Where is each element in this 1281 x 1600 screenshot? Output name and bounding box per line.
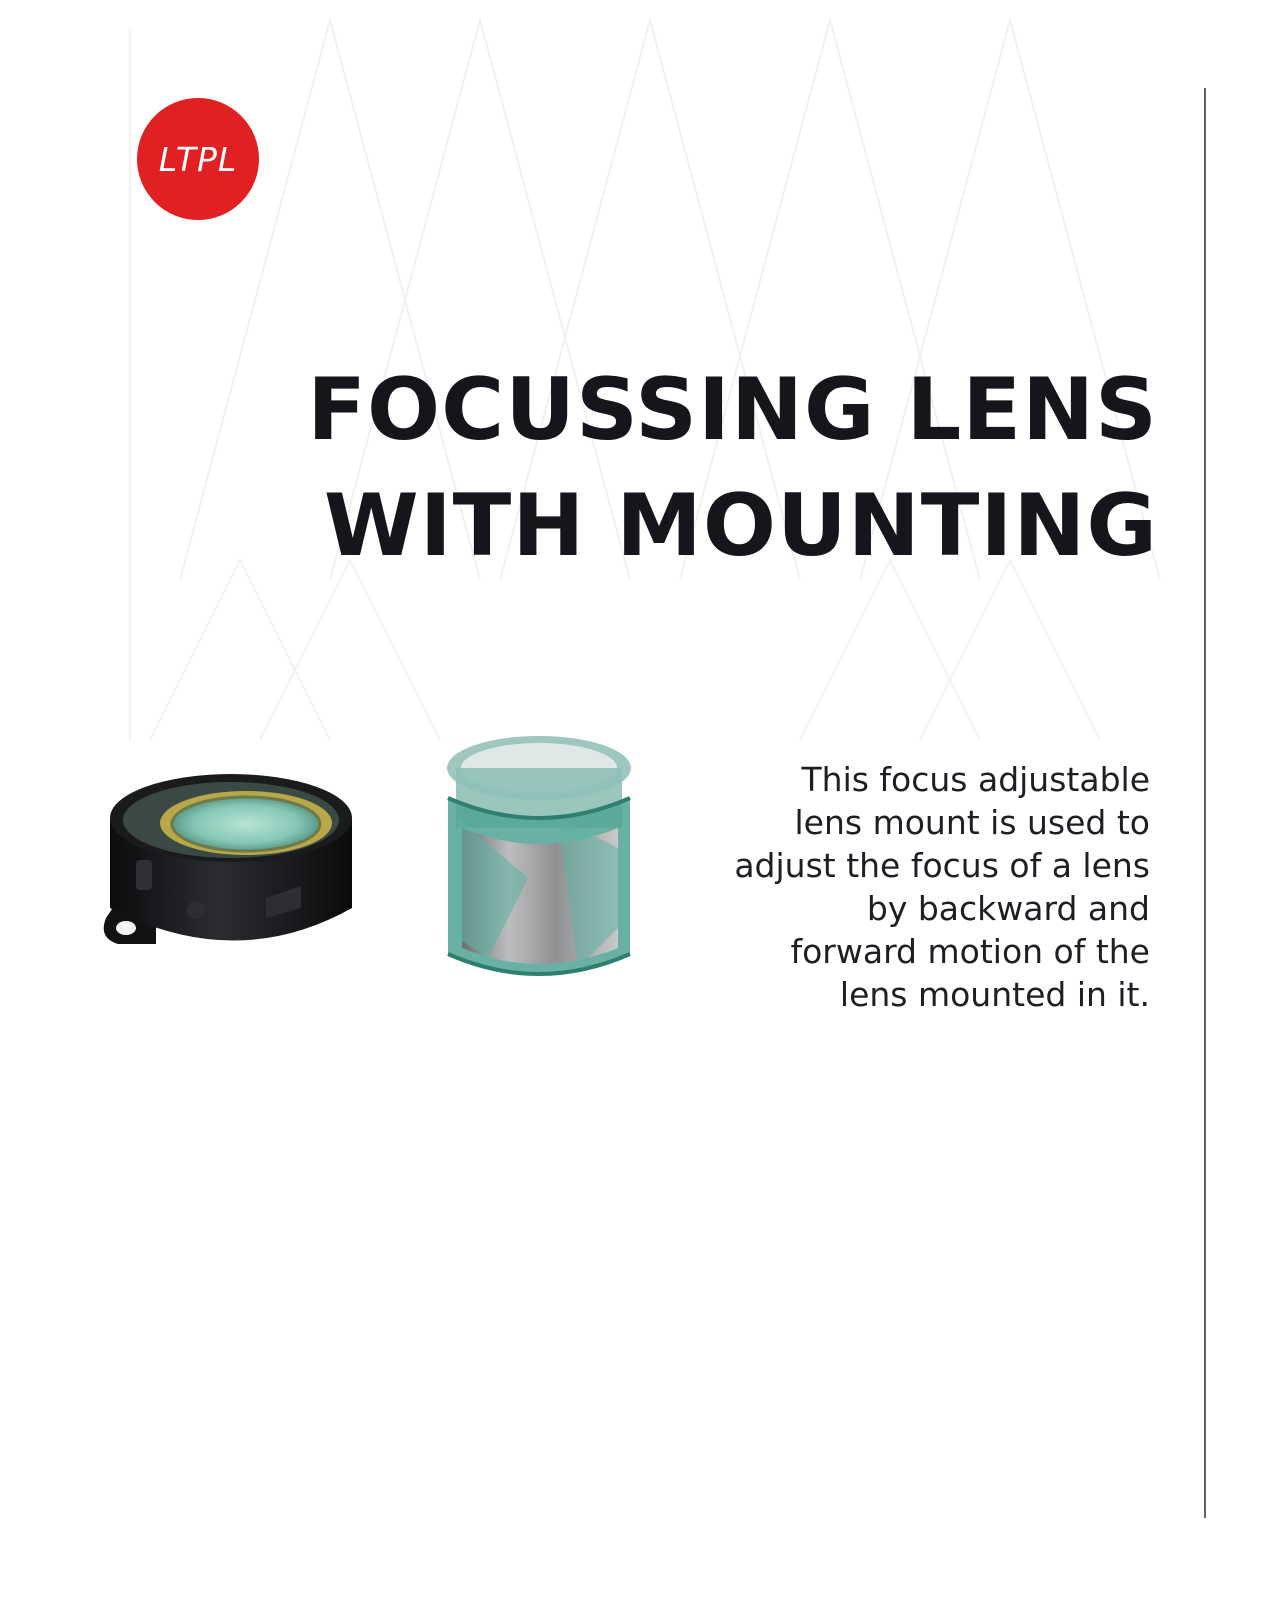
title-line-1: FOCUSSING LENS (307, 360, 1158, 460)
description-line: lens mount is used to (794, 803, 1150, 842)
description-line: forward motion of the (790, 932, 1150, 971)
lens-ring-mount-image (96, 768, 366, 978)
lens-barrel-image (428, 728, 650, 998)
description-line: adjust the focus of a lens (734, 846, 1150, 885)
description-line: by backward and (866, 889, 1150, 928)
description-line: lens mounted in it. (839, 975, 1150, 1014)
description (640, 758, 1150, 1016)
vertical-divider (1204, 88, 1206, 1518)
description-line: This focus adjustable (801, 760, 1150, 799)
logo-text: LTPL (158, 139, 238, 179)
page-title (180, 352, 1158, 584)
ltpl-logo (137, 98, 259, 220)
title-line-2: WITH MOUNTING (323, 476, 1158, 576)
